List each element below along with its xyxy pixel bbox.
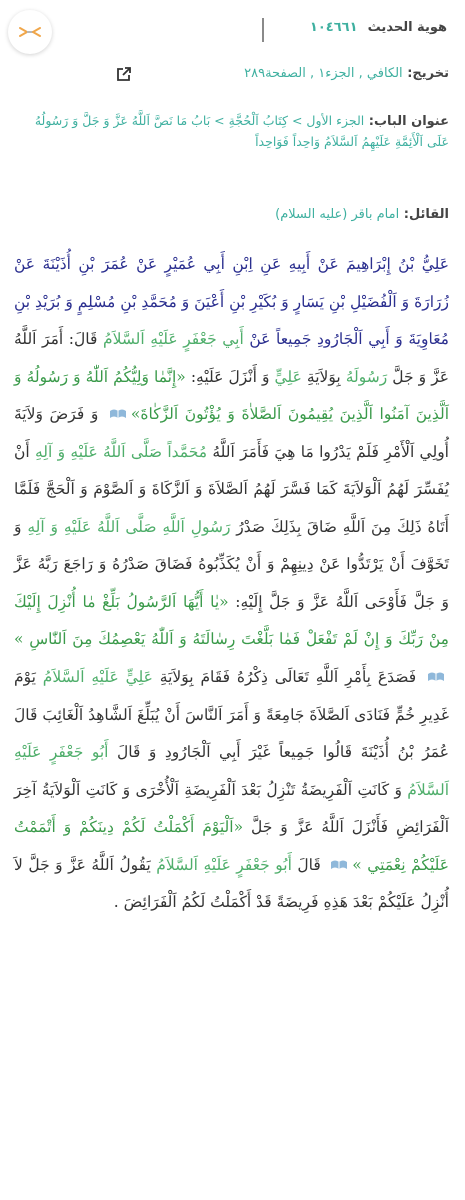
- ref-ali[interactable]: عَلِيٍّ عَلَيْهِ اَلسَّلاَمُ: [42, 667, 153, 686]
- chapter-value[interactable]: الجزء الأول > كِتَابُ اَلْحُجَّةِ > بَابُ مَا نَصَّ اَللَّهُ عَزَّ وَ جَلَّ وَ رَسُولُهُ عَلَى اَلْأَئِمَّةِ عَلَيْهِمُ اَلسَّلاَمُ وَاحِداً فَوَاحِداً: [34, 113, 449, 149]
- ref-abu-jafar[interactable]: أَبُو جَعْفَرٍ عَلَيْهِ اَلسَّلاَمُ: [14, 743, 449, 799]
- chapter-label: عنوان الباب: [373, 114, 449, 129]
- source-value[interactable]: الكافي , الجزء١ , الصفحة٢٨٩: [244, 66, 403, 81]
- hadith-text-11: يَقُولُ اَللَّهُ عَزَّ وَ جَلَّ لاَ أُنْزِلُ عَلَيْكُمْ بَعْدَ هَذِهِ فَرِيضَةً قَدْ أَكْمَلْتُ لَكُمُ اَلْفَرَائِضَ .: [14, 855, 449, 912]
- hadith-id-value[interactable]: ١٠٤٦٦١: [309, 20, 358, 35]
- hadith-text-5: أَنْ يُفَسِّرَ لَهُمُ اَلْوَلاَيَةَ كَمَا فَسَّرَ لَهُمُ اَلصَّلاَةَ وَ اَلزَّكَاةَ وَ اَلصَّوْمَ وَ اَلْحَجَّ فَلَمَّا أَتَاهُ ذَلِكَ مِنَ اَللَّهِ ضَاقَ بِذَلِكَ صَدْرُ: [14, 442, 449, 536]
- quran-verse[interactable]: «يٰا أَيُّهَا اَلرَّسُولُ بَلِّغْ مٰا أُنْزِلَ إِلَيْكَ مِنْ رَبِّكَ وَ إِنْ لَمْ تَفْعَلْ فَمٰا بَلَّغْتَ رِسٰالَتَهُ وَ اَللّٰهُ يَعْصِمُكَ مِنَ اَلنّٰاسِ »: [14, 592, 449, 649]
- chapter-row: عنوان الباب: الجزء الأول > كِتَابُ اَلْحُجَّةِ > بَابُ مَا نَصَّ اَللَّهُ عَزَّ وَ جَلَّ وَ رَسُولُهُ عَلَى اَلْأَئِمَّةِ عَلَيْهِمُ اَلسَّلاَمُ وَاحِداً فَوَاحِداً: [34, 113, 449, 149]
- ref-rasul-allah[interactable]: رَسُولِ اَللَّهِ صَلَّى اَللَّهُ عَلَيْهِ وَ آلِهِ: [27, 517, 231, 536]
- top-bar: [0, 0, 465, 64]
- narrator-row: القائل: امام باقر (عليه السلام): [275, 207, 449, 222]
- ref-muhammad[interactable]: مُحَمَّداً صَلَّى اَللَّهُ عَلَيْهِ وَ آلِهِ: [34, 442, 208, 461]
- header-divider: [262, 18, 264, 42]
- hadith-text-3: وَ أَنْزَلَ عَلَيْهِ:: [185, 367, 275, 386]
- quran-verse[interactable]: «إِنَّمٰا وَلِيُّكُمُ اَللّٰهُ وَ رَسُولُهُ وَ اَلَّذِينَ آمَنُوا اَلَّذِينَ يُقِيمُونَ اَلصَّلاٰةَ وَ يُؤْتُونَ اَلزَّكٰاةَ»: [14, 367, 449, 423]
- hadith-text-2: بِوَلاَيَةِ: [301, 367, 346, 386]
- ref-abu-jafar[interactable]: أَبِي جَعْفَرٍ عَلَيْهِ اَلسَّلاَمُ: [102, 330, 244, 348]
- open-book-icon[interactable]: [330, 847, 348, 885]
- hadith-chain: عَلِيُّ بْنُ إِبْرَاهِيمَ عَنْ أَبِيهِ عَنِ اِبْنِ أَبِي عُمَيْرٍ عَنْ عُمَرَ بْنِ أُذَيْنَةَ عَنْ زُرَارَةَ وَ اَلْفُضَيْلِ بْنِ يَسَارٍ وَ بُكَيْرِ بْنِ أَعْيَنَ وَ مُحَمَّدِ بْنِ مُسْلِمٍ وَ بُرَيْدِ بْنِ مُعَاوِيَةَ وَ أَبِي اَلْجَارُودِ جَمِيعاً عَنْ: [14, 255, 449, 348]
- narrator-value[interactable]: امام باقر (عليه السلام): [275, 207, 400, 222]
- hadith-id-label: هوية الحديث: [367, 20, 447, 35]
- narrator-label: القائل: [408, 207, 449, 222]
- hadith-text-1: قَالَ: أَمَرَ اَللَّهُ عَزَّ وَ جَلَّ: [14, 330, 450, 386]
- external-link-button[interactable]: [116, 66, 132, 86]
- hadith-text: [14, 246, 449, 922]
- source-row: تخريج: الكافي , الجزء١ , الصفحة٢٨٩: [16, 66, 449, 86]
- hadith-text-7: فَصَدَعَ بِأَمْرِ اَللَّهِ تَعَالَى ذِكْرُهُ فَقَامَ بِوَلاَيَةِ: [152, 667, 423, 686]
- open-book-icon[interactable]: [427, 659, 445, 697]
- ref-abu-jafar[interactable]: أَبُو جَعْفَرٍ عَلَيْهِ اَلسَّلاَمُ: [156, 855, 292, 874]
- open-book-icon[interactable]: [109, 396, 127, 434]
- source-label: تخريج: [412, 66, 449, 81]
- collapse-button[interactable]: [8, 10, 52, 54]
- hadith-text-4: وَ فَرَضَ وَلاَيَةَ أُولِي اَلْأَمْرِ فَلَمْ يَدْرُوا مَا هِيَ فَأَمَرَ اَللَّهُ: [14, 405, 449, 461]
- hadith-text-9: وَ كَانَتِ اَلْفَرِيضَةُ تَنْزِلُ بَعْدَ اَلْفَرِيضَةِ اَلْأُخْرَى وَ كَانَتِ اَلْوَلاَيَةُ آخِرَ اَلْفَرَائِضِ فَأَنْزَلَ اَللَّهُ عَزَّ وَ جَلَّ: [14, 780, 450, 836]
- hadith-text-10: قَالَ: [291, 855, 327, 874]
- hadith-text-6: وَ تَخَوَّفَ أَنْ يَرْتَدُّوا عَنْ دِينِهِمْ وَ أَنْ يُكَذِّبُوهُ فَضَاقَ صَدْرُهُ وَ رَاجَعَ رَبَّهُ عَزَّ وَ جَلَّ فَأَوْحَى اَللَّهُ عَزَّ وَ جَلَّ إِلَيْهِ:: [14, 517, 449, 611]
- quran-verse[interactable]: «اَلْيَوْمَ أَكْمَلْتُ لَكُمْ دِينَكُمْ وَ أَتْمَمْتُ عَلَيْكُمْ نِعْمَتِي »: [14, 818, 450, 874]
- collapse-arrows-icon: [18, 23, 42, 41]
- ref-ali[interactable]: عَلِيٍّ: [274, 367, 302, 386]
- external-link-icon: [116, 66, 132, 82]
- hadith-text-8: يَوْمَ غَدِيرِ خُمٍّ فَنَادَى اَلصَّلاَةَ جَامِعَةً وَ أَمَرَ اَلنَّاسَ أَنْ يُبَلِّغَ اَلشَّاهِدُ اَلْغَائِبَ قَالَ عُمَرُ بْنُ أُذَيْنَةَ قَالُوا جَمِيعاً غَيْرَ أَبِي اَلْجَارُودِ وَ قَالَ: [14, 667, 449, 761]
- hadith-id: [310, 20, 447, 35]
- ref-rasulahu[interactable]: رَسُولَهُ: [345, 367, 388, 386]
